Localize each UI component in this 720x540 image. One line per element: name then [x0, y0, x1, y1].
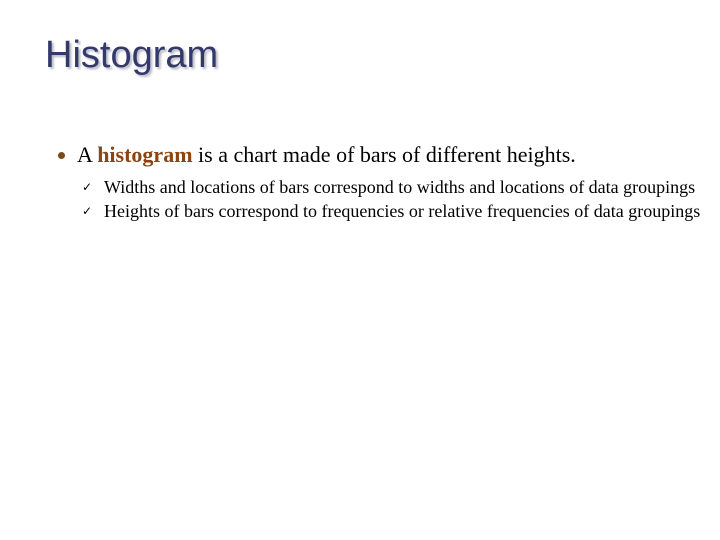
- checkmark-icon: ✓: [82, 204, 93, 218]
- bullet-prefix: A: [77, 142, 98, 167]
- bullet-dot-icon: [58, 152, 65, 159]
- bullet-suffix: is a chart made of bars of different heights.: [192, 142, 576, 167]
- sub-bullet-item: [82, 200, 718, 222]
- sub-bullet-text: Heights of bars correspond to frequencies or relative frequencies of data groupings: [104, 201, 701, 221]
- bullet-keyword: histogram: [97, 142, 193, 167]
- main-bullet-text: [77, 141, 576, 169]
- sub-bullet-list: [82, 176, 718, 224]
- slide-title: Histogram: [45, 34, 219, 76]
- checkmark-icon: ✓: [82, 180, 93, 194]
- sub-bullet-item: [82, 176, 718, 198]
- sub-bullet-text: Widths and locations of bars correspond to widths and locations of data groupings: [104, 177, 696, 197]
